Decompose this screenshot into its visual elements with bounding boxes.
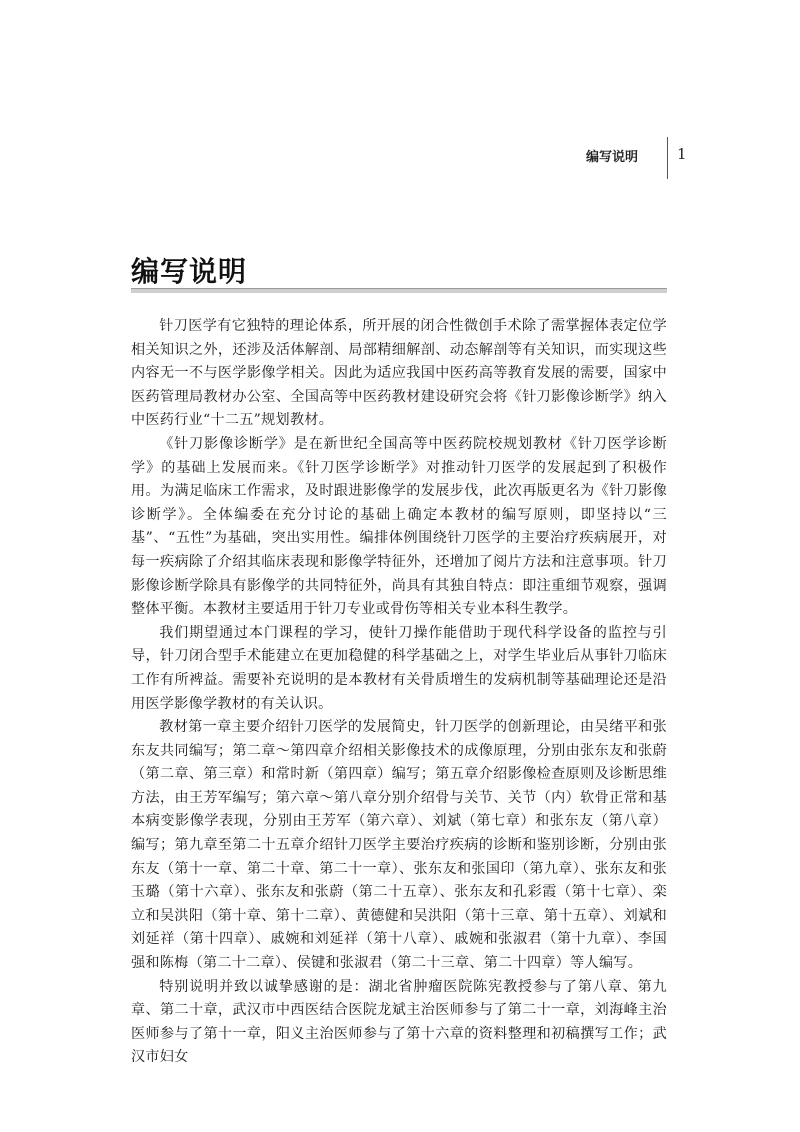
paragraph-3: 我们期望通过本门课程的学习，使针刀操作能借助于现代科学设备的监控与引导，针刀闭合型手术能建立在更加稳健的科学基础之上，对学生毕业后从事针刀临床工作有所裨益。需要补充说明的是本教材有关骨质增生的发病机制等基础理论还是沿用医学影像学教材的有关认识。 bbox=[131, 624, 667, 712]
page-title: 编写说明 bbox=[131, 255, 248, 288]
paragraph-2: 《针刀影像诊断学》是在新世纪全国高等中医药院校规划教材《针刀医学诊断学》的基础上发展而来。《针刀医学诊断学》对推动针刀医学的发展起到了积极作用。为满足临床工作需求，及时跟进影像学的发展步伐，此次再版更名为《针刀影像诊断学》。全体编委在充分讨论的基础上确定本教材的编写原则，即坚持以“三基”、“五性”为基础，突出实用性。编排体例围绕针刀医学的主要治疗疾病展开，对每一疾病除了介绍其临床表现和影像学特征外，还增加了阅片方法和注意事项。针刀影像诊断学除具有影像学的共同特征外，尚具有其独自特点：即注重细节观察，强调整体平衡。本教材主要适用于针刀专业或骨伤等相关专业本科生教学。 bbox=[131, 435, 667, 618]
page-number: 1 bbox=[677, 145, 687, 163]
paragraph-4: 教材第一章主要介绍针刀医学的发展简史，针刀医学的创新理论，由吴绪平和张东友共同编写；第二章～第四章介绍相关影像技术的成像原理，分别由张东友和张蔚（第二章、第三章）和常时新（第四章）编写；第五章介绍影像检查原则及诊断思维方法，由王芳军编写；第六章～第八章分别介绍骨与关节、关节（内）软骨正常和基本病变影像学表现，分别由王芳军（第六章）、刘斌（第七章）和张东友（第八章）编写；第九章至第二十五章介绍针刀医学主要治疗疾病的诊断和鉴别诊断，分别由张东友（第十一章、第二十章、第二十一章）、张东友和张国印（第九章）、张东友和张玉璐（第十六章）、张东友和张蔚（第二十五章）、张东友和孔彩霞（第十七章）、栾立和吴洪阳（第十章、第十二章）、黄德健和吴洪阳（第十三章、第十五章）、刘斌和刘延祥（第十四章）、戚婉和刘延祥（第十八章）、戚婉和张淑君（第十九章）、李国强和陈梅（第二十二章）、侯键和张淑君（第二十三章、第二十四章）等人编写。 bbox=[131, 719, 667, 972]
running-head: 编写说明 bbox=[585, 150, 638, 165]
body-text bbox=[131, 315, 667, 1070]
header-divider bbox=[667, 137, 668, 179]
paragraph-5: 特别说明并致以诚挚感谢的是：湖北省肿瘤医院陈宪教授参与了第八章、第九章、第二十章，武汉市中西医结合医院龙斌主治医师参与了第二十一章，刘海峰主治医师参与了第十一章，阳义主治医师参与了第十六章的资料整理和初稿撰写工作；武汉市妇女 bbox=[131, 978, 667, 1066]
paragraph-1: 针刀医学有它独特的理论体系，所开展的闭合性微创手术除了需掌握体表定位学相关知识之外，还涉及活体解剖、局部精细解剖、动态解剖等有关知识，而实现这些内容无一不与医学影像学相关。因此为适应我国中医药高等教育发展的需要，国家中医药管理局教材办公室、全国高等中医药教材建设研究会将《针刀影像诊断学》纳入中医药行业“十二五”规划教材。 bbox=[131, 318, 667, 429]
title-underline-bar bbox=[131, 288, 667, 293]
